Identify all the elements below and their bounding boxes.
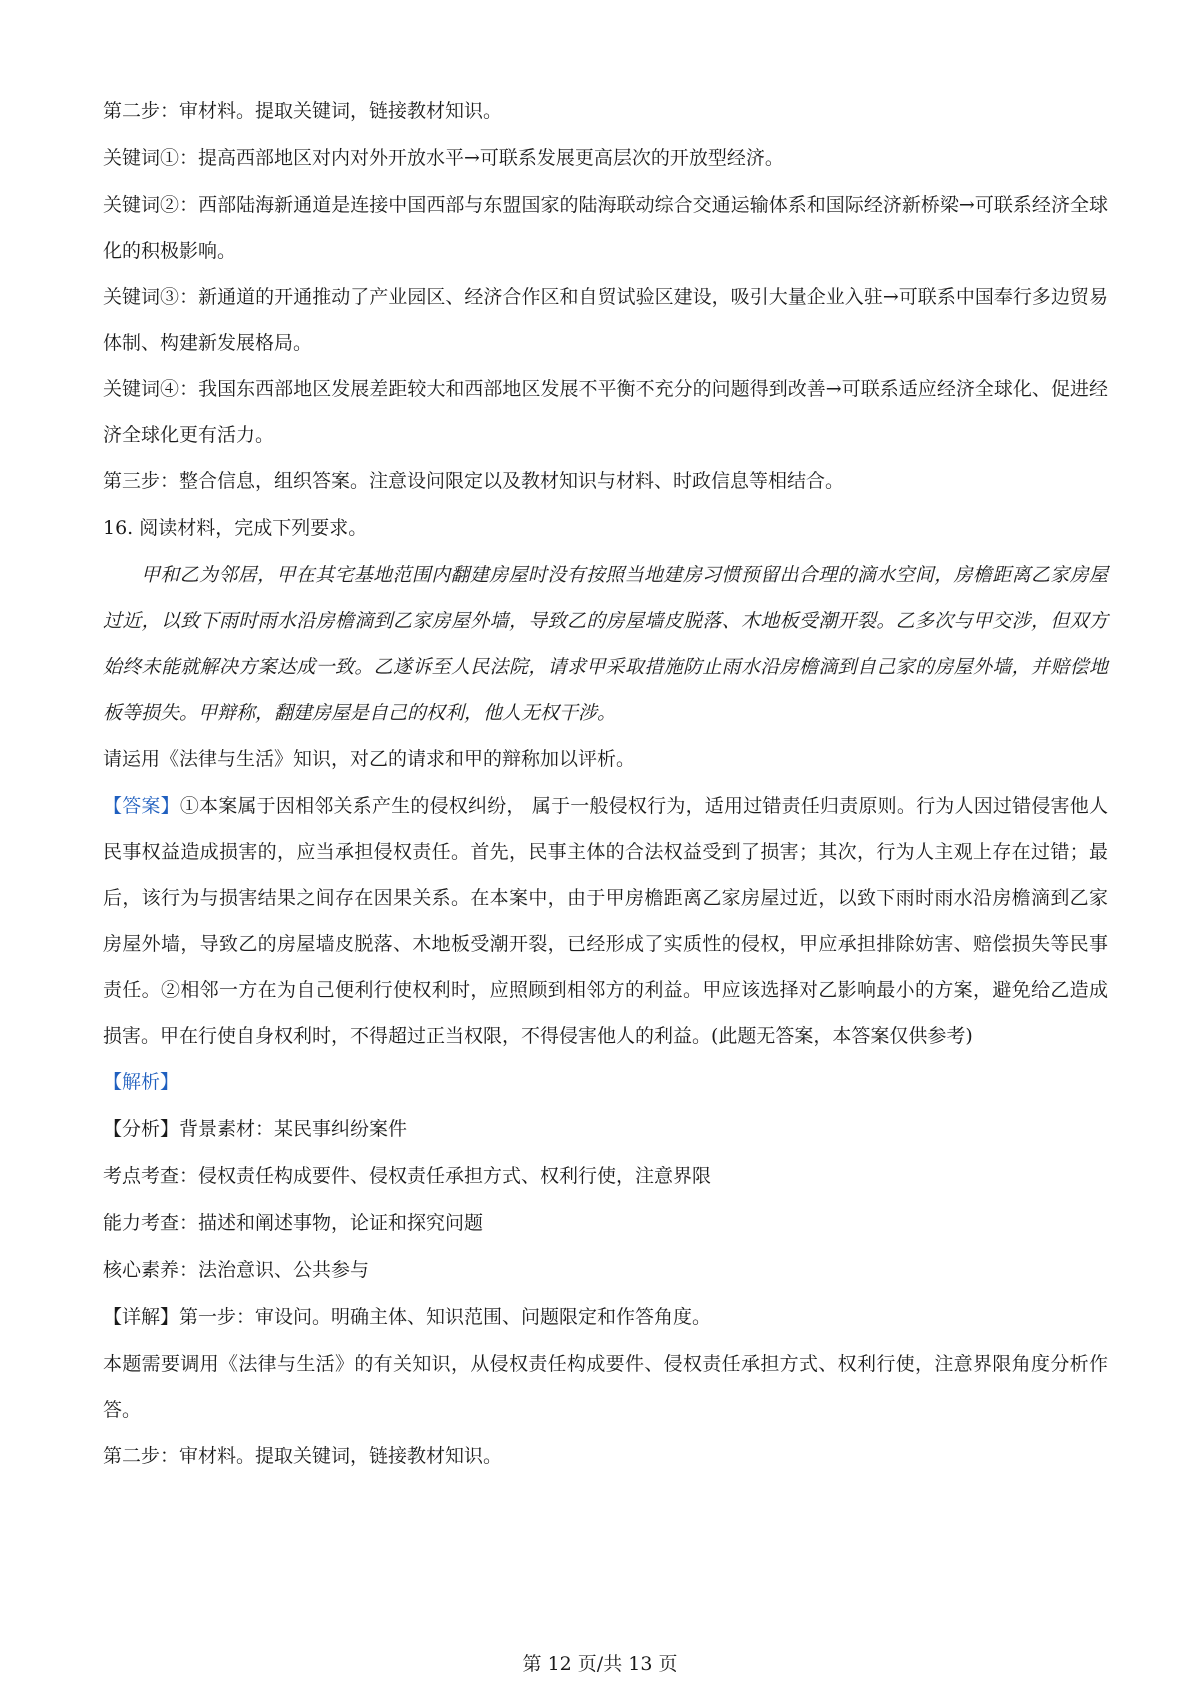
analysis-tag: 【解析】	[103, 1071, 180, 1093]
material-passage: 甲和乙为邻居，甲在其宅基地范围内翻建房屋时没有按照当地建房习惯预留出合理的滴水空间，房檐距离乙家房屋过近，以致下雨时雨水沿房檐滴到乙家房屋外墙，导致乙的房屋墙皮脱落、木地板受潮开裂。乙多次与甲交涉，但双方始终未能就解决方案达成一致。乙遂诉至人民法院，请求甲采取措施防止雨水沿房檐滴到自己家的房屋外墙，并赔偿地板等损失。甲辩称，翻建房屋是自己的权利，他人无权干涉。	[103, 564, 1108, 724]
document-body	[103, 88, 1108, 1480]
analysis-ability: 能力考查：描述和阐述事物，论证和探究问题	[103, 1212, 484, 1234]
answer-paragraph	[103, 783, 1108, 1059]
keyword-3: 关键词③：新通道的开通推动了产业园区、经济合作区和自贸试验区建设，吸引大量企业入驻→可联系中国奉行多边贸易体制、构建新发展格局。	[103, 286, 1108, 354]
answer-tag: 【答案】	[103, 795, 180, 817]
analysis-test-points: 考点考查：侵权责任构成要件、侵权责任承担方式、权利行使，注意界限	[103, 1165, 712, 1187]
question-16-heading: 16. 阅读材料，完成下列要求。	[103, 517, 368, 539]
question-prompt: 请运用《法律与生活》知识，对乙的请求和甲的辩称加以评析。	[103, 748, 636, 770]
analysis-core-literacy: 核心素养：法治意识、公共参与	[103, 1259, 370, 1281]
keyword-4: 关键词④：我国东西部地区发展差距较大和西部地区发展不平衡不充分的问题得到改善→可联系适应经济全球化、促进经济全球化更有活力。	[103, 378, 1108, 446]
analysis-background: 【分析】背景素材：某民事纠纷案件	[103, 1118, 408, 1140]
answer-text: ①本案属于因相邻关系产生的侵权纠纷， 属于一般侵权行为，适用过错责任归责原则。行为人因过错侵害他人民事权益造成损害的，应当承担侵权责任。首先，民事主体的合法权益受到了损害；其次，行为人主观上存在过错；最后，该行为与损害结果之间存在因果关系。在本案中，由于甲房檐距离乙家房屋过近，以致下雨时雨水沿房檐滴到乙家房屋外墙，导致乙的房屋墙皮脱落、木地板受潮开裂，已经形成了实质性的侵权，甲应承担排除妨害、赔偿损失等民事责任。②相邻一方在为自己便利行使权利时，应照顾到相邻方的利益。甲应该选择对乙影响最小的方案，避免给乙造成损害。甲在行使自身权利时，不得超过正当权限，不得侵害他人的利益。(此题无答案，本答案仅供参考)	[103, 795, 1108, 1047]
step-three-line: 第三步：整合信息，组织答案。注意设问限定以及教材知识与材料、时政信息等相结合。	[103, 470, 845, 492]
detail-step-two: 第二步：审材料。提取关键词，链接教材知识。	[103, 1445, 503, 1467]
keyword-1: 关键词①：提高西部地区对内对外开放水平→可联系发展更高层次的开放型经济。	[103, 147, 784, 169]
analysis-heading	[103, 1059, 1108, 1106]
detail-step-one: 【详解】第一步：审设问。明确主体、知识范围、问题限定和作答角度。	[103, 1306, 712, 1328]
keyword-2: 关键词②：西部陆海新通道是连接中国西部与东盟国家的陆海联动综合交通运输体系和国际经济新桥梁→可联系经济全球化的积极影响。	[103, 194, 1108, 262]
detail-explanation: 本题需要调用《法律与生活》的有关知识，从侵权责任构成要件、侵权责任承担方式、权利行使，注意界限角度分析作答。	[103, 1353, 1108, 1421]
step-two-line: 第二步：审材料。提取关键词，链接教材知识。	[103, 100, 503, 122]
page-number-footer: 第 12 页/共 13 页	[522, 1653, 678, 1675]
